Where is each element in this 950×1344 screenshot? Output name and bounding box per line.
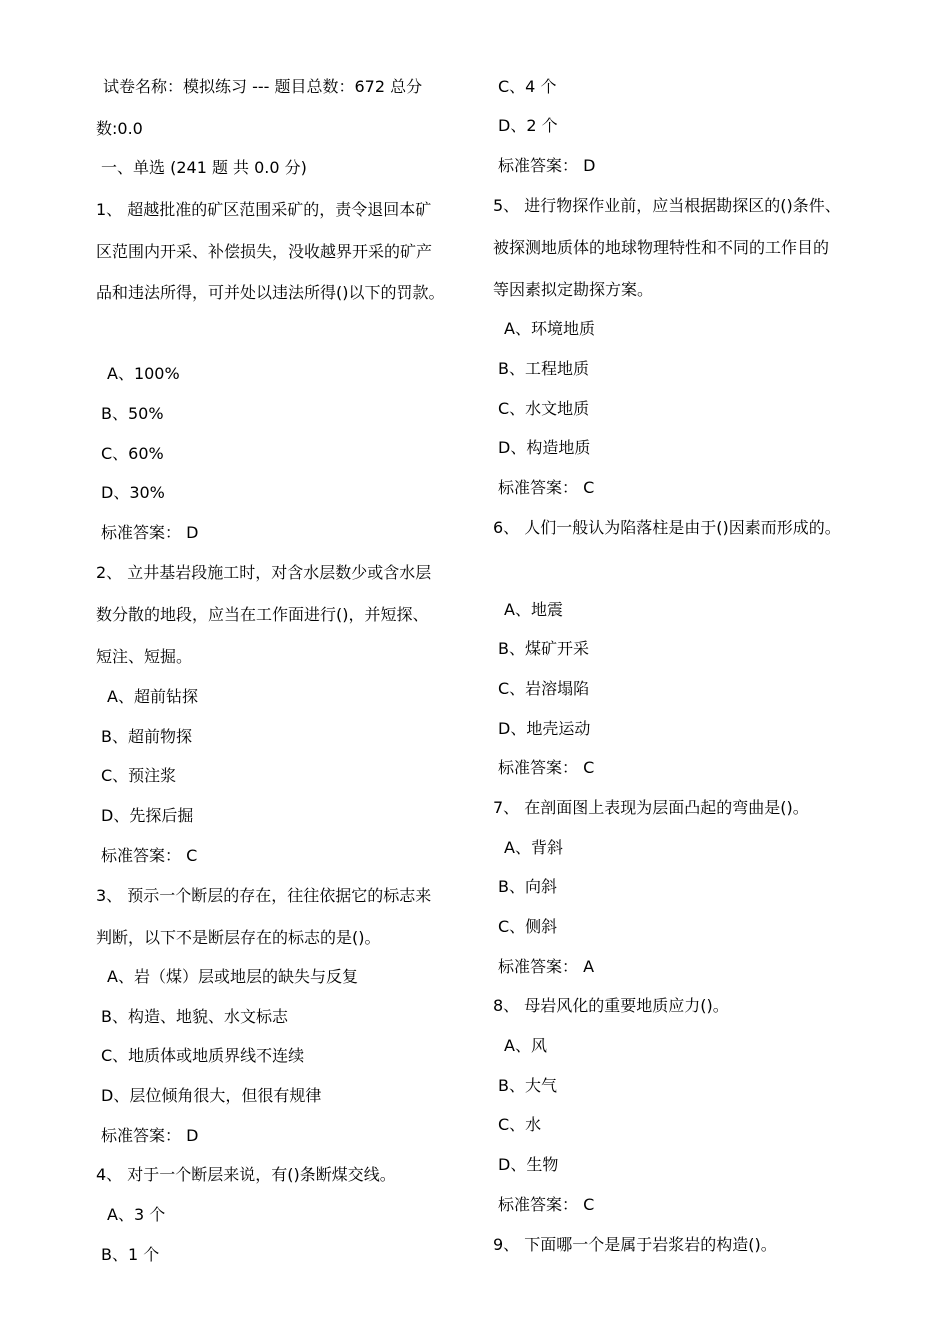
question-2-text: 短注、短掘。: [96, 647, 193, 666]
question-5-text: 被探测地质体的地球物理特性和不同的工作目的: [493, 238, 830, 257]
question-1-text: 品和违法所得，可并处以违法所得()以下的罚款。: [96, 283, 445, 302]
question-8-text: 8、 母岩风化的重要地质应力()。: [493, 996, 729, 1015]
question-6-text: 6、 人们一般认为陷落柱是由于()因素而形成的。: [493, 518, 841, 537]
question-3-text: 判断，以下不是断层存在的标志的是()。: [96, 928, 381, 947]
question-1-option-d: D、30%: [101, 483, 165, 502]
question-6-option-c: C、岩溶塌陷: [498, 679, 590, 698]
question-4-option-a: A、3 个: [107, 1205, 166, 1224]
question-5-option-c: C、水文地质: [498, 399, 590, 418]
question-2-option-a: A、超前钻探: [107, 687, 198, 706]
question-5-text: 5、 进行物探作业前，应当根据勘探区的()条件、: [493, 196, 841, 215]
question-2-answer: 标准答案： C: [101, 846, 198, 865]
question-2-text: 2、 立井基岩段施工时，对含水层数少或含水层: [96, 563, 432, 582]
question-9-text: 9、 下面哪一个是属于岩浆岩的构造()。: [493, 1235, 777, 1254]
question-3-option-b: B、构造、地貌、水文标志: [101, 1007, 288, 1026]
question-5-option-a: A、环境地质: [504, 319, 595, 338]
question-1-option-c: C、60%: [101, 444, 164, 463]
question-1-text: 1、 超越批准的矿区范围采矿的，责令退回本矿: [96, 200, 432, 219]
question-3-option-a: A、岩（煤）层或地层的缺失与反复: [107, 967, 358, 986]
question-4-option-c: C、4 个: [498, 77, 557, 96]
question-2-option-c: C、预注浆: [101, 766, 177, 785]
question-3-text: 3、 预示一个断层的存在，往往依据它的标志来: [96, 886, 432, 905]
question-3-option-d: D、层位倾角很大，但很有规律: [101, 1086, 322, 1105]
question-3-option-c: C、地质体或地质界线不连续: [101, 1046, 305, 1065]
question-2-option-d: D、先探后掘: [101, 806, 194, 825]
question-8-option-b: B、大气: [498, 1076, 557, 1095]
question-6-answer: 标准答案： C: [498, 758, 595, 777]
question-8-answer: 标准答案： C: [498, 1195, 595, 1214]
question-1-text: 区范围内开采、补偿损失，没收越界开采的矿产: [96, 242, 433, 261]
question-5-answer: 标准答案： C: [498, 478, 595, 497]
question-4-answer: 标准答案： D: [498, 156, 596, 175]
question-4-option-b: B、1 个: [101, 1245, 160, 1264]
question-3-answer: 标准答案： D: [101, 1126, 199, 1145]
question-2-text: 数分散的地段，应当在工作面进行()，并短探、: [96, 605, 429, 624]
question-6-option-d: D、地壳运动: [498, 719, 591, 738]
question-5-option-d: D、构造地质: [498, 438, 591, 457]
question-1-option-b: B、50%: [101, 404, 164, 423]
question-8-option-d: D、生物: [498, 1155, 559, 1174]
question-6-option-a: A、地震: [504, 600, 563, 619]
question-4-option-d: D、2 个: [498, 116, 558, 135]
question-7-answer: 标准答案： A: [498, 957, 595, 976]
question-1-answer: 标准答案： D: [101, 523, 199, 542]
question-5-text: 等因素拟定勘探方案。: [493, 280, 654, 299]
exam-header-cont: 数:0.0: [96, 119, 143, 138]
question-7-text: 7、 在剖面图上表现为层面凸起的弯曲是()。: [493, 798, 809, 817]
question-5-option-b: B、工程地质: [498, 359, 589, 378]
question-8-option-c: C、水: [498, 1115, 542, 1134]
question-1-option-a: A、100%: [107, 364, 180, 383]
question-7-option-b: B、向斜: [498, 877, 557, 896]
question-4-text: 4、 对于一个断层来说，有()条断煤交线。: [96, 1165, 396, 1184]
question-7-option-a: A、背斜: [504, 838, 563, 857]
question-7-option-c: C、侧斜: [498, 917, 558, 936]
question-8-option-a: A、风: [504, 1036, 547, 1055]
exam-header: 试卷名称：模拟练习 --- 题目总数：672 总分: [103, 77, 423, 96]
question-6-option-b: B、煤矿开采: [498, 639, 589, 658]
section-title: 一、单选 (241 题 共 0.0 分): [101, 158, 307, 177]
question-2-option-b: B、超前物探: [101, 727, 192, 746]
